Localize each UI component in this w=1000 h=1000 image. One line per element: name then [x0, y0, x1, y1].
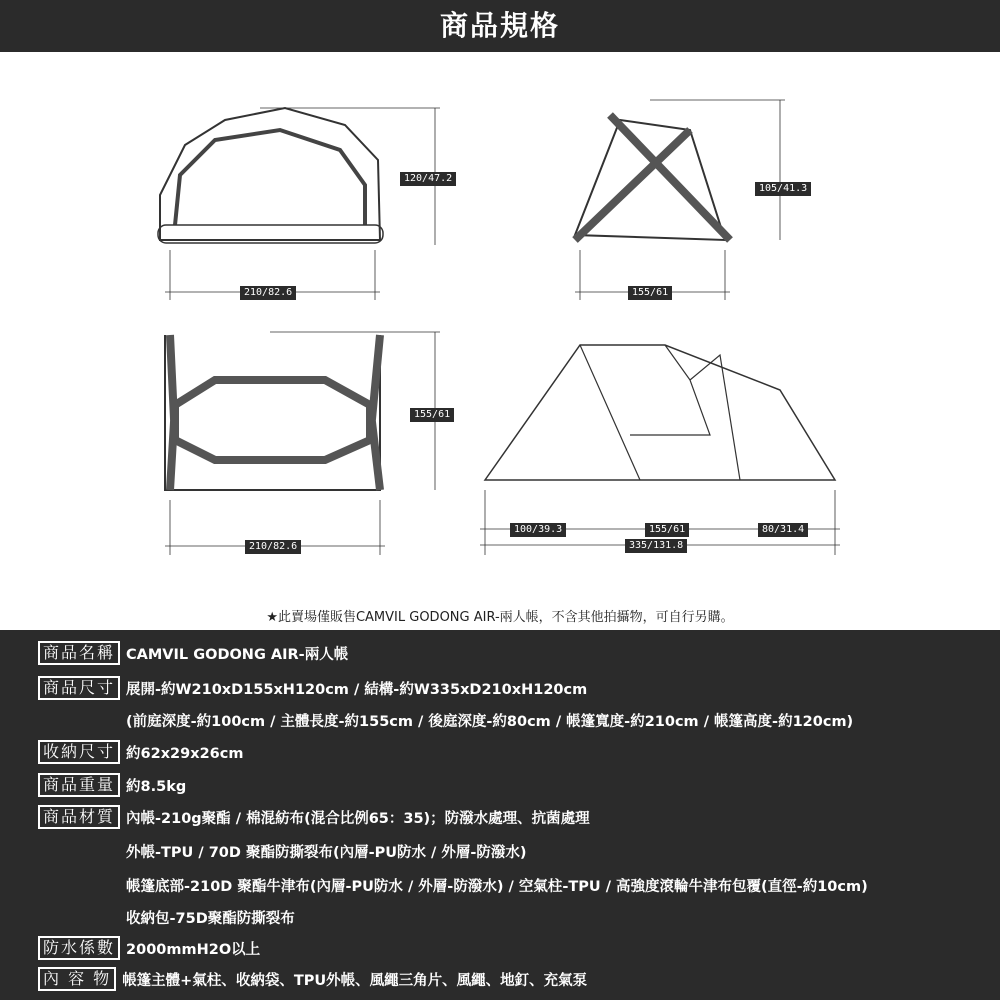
- spec-value: 帳篷底部-210D 聚酯牛津布(內層-PU防水 / 外層-防潑水) / 空氣柱-TPU / 高強度滾輪牛津布包覆(直徑-約10cm): [126, 879, 868, 895]
- spec-row-material: [38, 805, 590, 829]
- spec-value: 內帳-210g聚酯 / 棉混紡布(混合比例65：35)；防潑水處理、抗菌處理: [126, 810, 590, 827]
- spec-row-contents: [38, 967, 587, 991]
- dim-side-total: 335/131.8: [625, 539, 687, 553]
- spec-label: 收納尺寸: [38, 740, 120, 764]
- spec-value: CAMVIL GODONG AIR-兩人帳: [126, 646, 349, 663]
- spec-row-name: [38, 641, 348, 665]
- spec-value: 2000mmH2O以上: [126, 941, 261, 958]
- dim-top-width: 210/82.6: [245, 540, 301, 554]
- spec-table: [0, 630, 1000, 1000]
- spec-label: 商品尺寸: [38, 676, 120, 700]
- spec-value: (前庭深度-約100cm / 主體長度-約155cm / 後庭深度-約80cm / 帳篷寬度-約210cm / 帳篷高度-約120cm): [126, 714, 854, 730]
- dim-iso-depth: 155/61: [628, 286, 672, 300]
- spec-value: 外帳-TPU / 70D 聚酯防撕裂布(內層-PU防水 / 外層-防潑水): [126, 845, 527, 861]
- dim-iso-height: 105/41.3: [755, 182, 811, 196]
- dim-side-rear: 80/31.4: [758, 523, 808, 537]
- top-view-drawing: [165, 332, 440, 555]
- spec-value: 展開-約W210xD155xH120cm / 結構-約W335xD210xH120cm: [126, 681, 588, 698]
- purchase-note: ★此賣場僅販售CAMVIL GODONG AIR-兩人帳，不含其他拍攝物，可自行另購。: [266, 610, 734, 625]
- spec-value: 約62x29x26cm: [126, 745, 244, 762]
- dim-side-front: 100/39.3: [510, 523, 566, 537]
- spec-row-waterproof: [38, 936, 260, 960]
- spec-label: 商品材質: [38, 805, 120, 829]
- spec-value: 帳篷主體+氣柱、收納袋、TPU外帳、風繩三角片、風繩、地釘、充氣泵: [122, 972, 588, 989]
- spec-label: 內 容 物: [38, 967, 116, 991]
- tent-diagrams: [0, 52, 1000, 630]
- page-title: 商品規格: [0, 0, 1000, 52]
- spec-row-size: [38, 676, 587, 700]
- dim-side-main: 155/61: [645, 523, 689, 537]
- spec-row-pack-size: [38, 740, 243, 764]
- dim-front-width: 210/82.6: [240, 286, 296, 300]
- spec-label: 商品名稱: [38, 641, 120, 665]
- spec-row-weight: [38, 773, 186, 797]
- dim-top-depth: 155/61: [410, 408, 454, 422]
- dim-front-height: 120/47.2: [400, 172, 456, 186]
- iso-view-drawing: [575, 100, 785, 300]
- spec-value: 收納包-75D聚酯防撕裂布: [126, 911, 295, 927]
- spec-label: 商品重量: [38, 773, 120, 797]
- spec-value: 約8.5kg: [126, 778, 187, 795]
- spec-label: 防水係數: [38, 936, 120, 960]
- front-view-drawing: [158, 108, 440, 300]
